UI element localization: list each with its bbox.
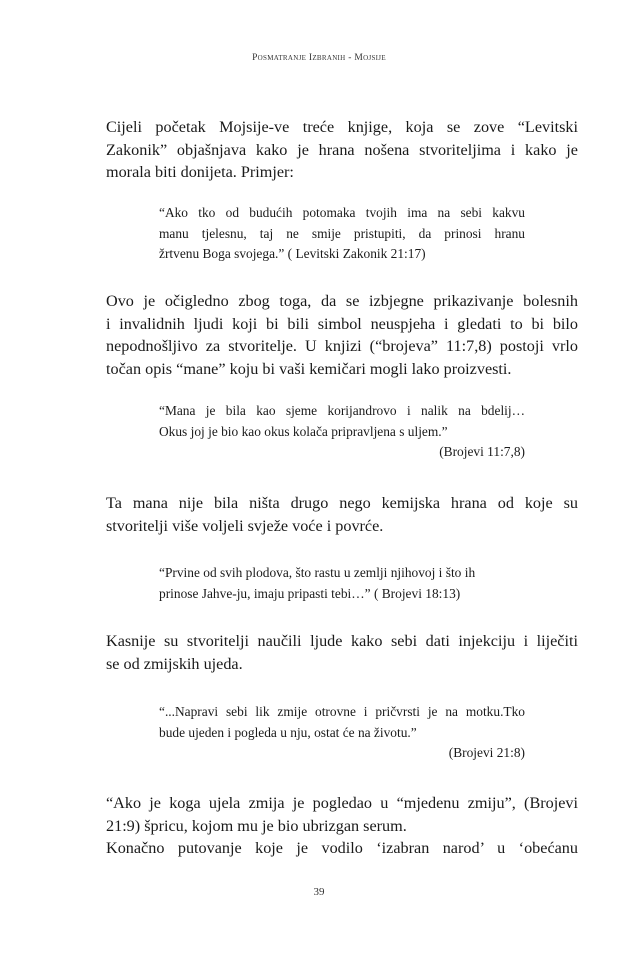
paragraph-line: 21:9) špricu, kojom mu je bio ubrizgan serum. — [106, 816, 407, 835]
page-number: 39 — [313, 886, 325, 898]
paragraph-line: nepodnošljivo za stvoritelje. U knjizi (“brojeva” 11:7,8) postoji vrlo — [106, 337, 578, 355]
running-header: Posmatranje Izbranih - Mojsije — [252, 53, 386, 63]
quote-3 — [159, 563, 525, 604]
paragraph-line: stvoritelji više voljeli svježe voće i povrće. — [106, 516, 384, 535]
quote-4 — [159, 702, 525, 764]
quote-line: “Mana je bila kao sjeme korijandrovo i nalik na bdelij… — [159, 403, 525, 418]
quote-line: manu tjelesnu, taj ne smije pristupiti, da prinosi hranu — [159, 225, 525, 241]
quote-reference: (Brojevi 11:7,8) — [439, 444, 525, 459]
paragraph-4 — [106, 630, 578, 675]
paragraph-line: i invalidnih ljudi koji bi bili simbol neuspjeha i gledati to bi bilo — [106, 314, 578, 333]
quote-1 — [159, 203, 525, 265]
quote-2 — [159, 401, 525, 463]
paragraph-line: Ovo je očigledno zbog toga, da se izbjegne prikazivanje bolesnih — [106, 292, 578, 310]
paragraph-line: Ta mana nije bila ništa drugo nego kemijska hrana od koje su — [106, 494, 578, 512]
paragraph-2 — [106, 290, 578, 380]
paragraph-6 — [106, 837, 578, 860]
quote-line: “Ako tko od budućih potomaka tvojih ima na sebi kakvu — [159, 205, 525, 220]
paragraph-line: “Ako je koga ujela zmija je pogledao u “mjedenu zmiju”, (Brojevi — [106, 794, 578, 812]
quote-line: “...Napravi sebi lik zmije otrovne i pričvrsti je na motku.Tko — [159, 704, 525, 719]
paragraph-line: Cijeli početak Mojsije-ve treće knjige, koja se zove “Levitski — [106, 118, 578, 136]
paragraph-line: Zakonik” objašnjava kako je hrana nošena stvoriteljima i kako je — [106, 140, 578, 159]
paragraph-line: Konačno putovanje koje je vodilo ‘izabran narod’ u ‘obećanu — [106, 839, 578, 857]
quote-line: bude ujeden i pogleda u nju, ostat će na životu.” — [159, 724, 417, 740]
quote-line: Okus joj je bio kao okus kolača pripravljena s uljem.” — [159, 423, 448, 439]
paragraph-line: točan opis “mane” koju bi vaši kemičari mogli lako proizvesti. — [106, 359, 512, 378]
quote-line: “Prvine od svih plodova, što rastu u zemlji njihovoj i što ih — [159, 565, 476, 580]
quote-line: prinose Jahve-ju, imaju pripasti tebi…” ( Brojevi 18:13) — [159, 585, 461, 601]
quote-reference: (Brojevi 21:8) — [448, 745, 525, 760]
paragraph-line: morala biti donijeta. Primjer: — [106, 163, 294, 181]
quote-line: žrtvenu Boga svojega.” ( Levitski Zakonik 21:17) — [159, 246, 426, 261]
paragraph-line: se od zmijskih ujeda. — [106, 654, 243, 673]
paragraph-5 — [106, 792, 578, 837]
paragraph-1 — [106, 116, 578, 184]
paragraph-line: Kasnije su stvoritelji naučili ljude kako sebi dati injekciju i liječiti — [106, 632, 578, 650]
paragraph-3 — [106, 492, 578, 537]
